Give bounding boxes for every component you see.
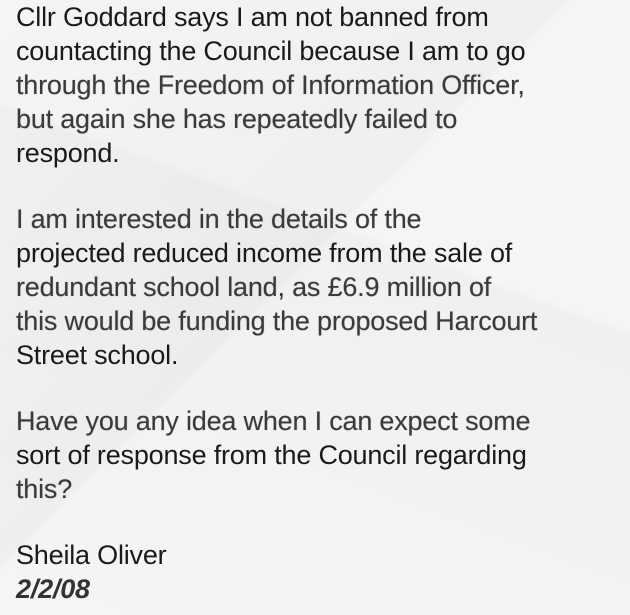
text-line: Cllr Goddard says I am not banned from <box>16 2 489 32</box>
text-line: respond. <box>16 138 120 168</box>
letter-date: 2/2/08 <box>16 574 90 604</box>
text-line: projected reduced income from the sale of <box>16 238 513 268</box>
paragraph-income-query <box>16 202 537 372</box>
text-line: this would be funding the proposed Harcourt <box>16 306 538 336</box>
text-line: Have you any idea when I can expect some <box>16 406 531 436</box>
signature-name: Sheila Oliver <box>16 540 167 570</box>
text-line: countacting the Council because I am to go <box>16 36 526 66</box>
text-line: I am interested in the details of the <box>16 204 422 234</box>
text-line: this? <box>16 474 73 504</box>
text-line: redundant school land, as £6.9 million of <box>16 272 492 302</box>
text-line: but again she has repeatedly failed to <box>16 104 458 134</box>
paragraph-complaint <box>16 0 525 170</box>
paragraph-response-request <box>16 404 530 506</box>
text-line: sort of response from the Council regarding <box>16 440 527 470</box>
text-line: Street school. <box>16 340 179 370</box>
text-line: through the Freedom of Information Officer, <box>16 70 525 100</box>
